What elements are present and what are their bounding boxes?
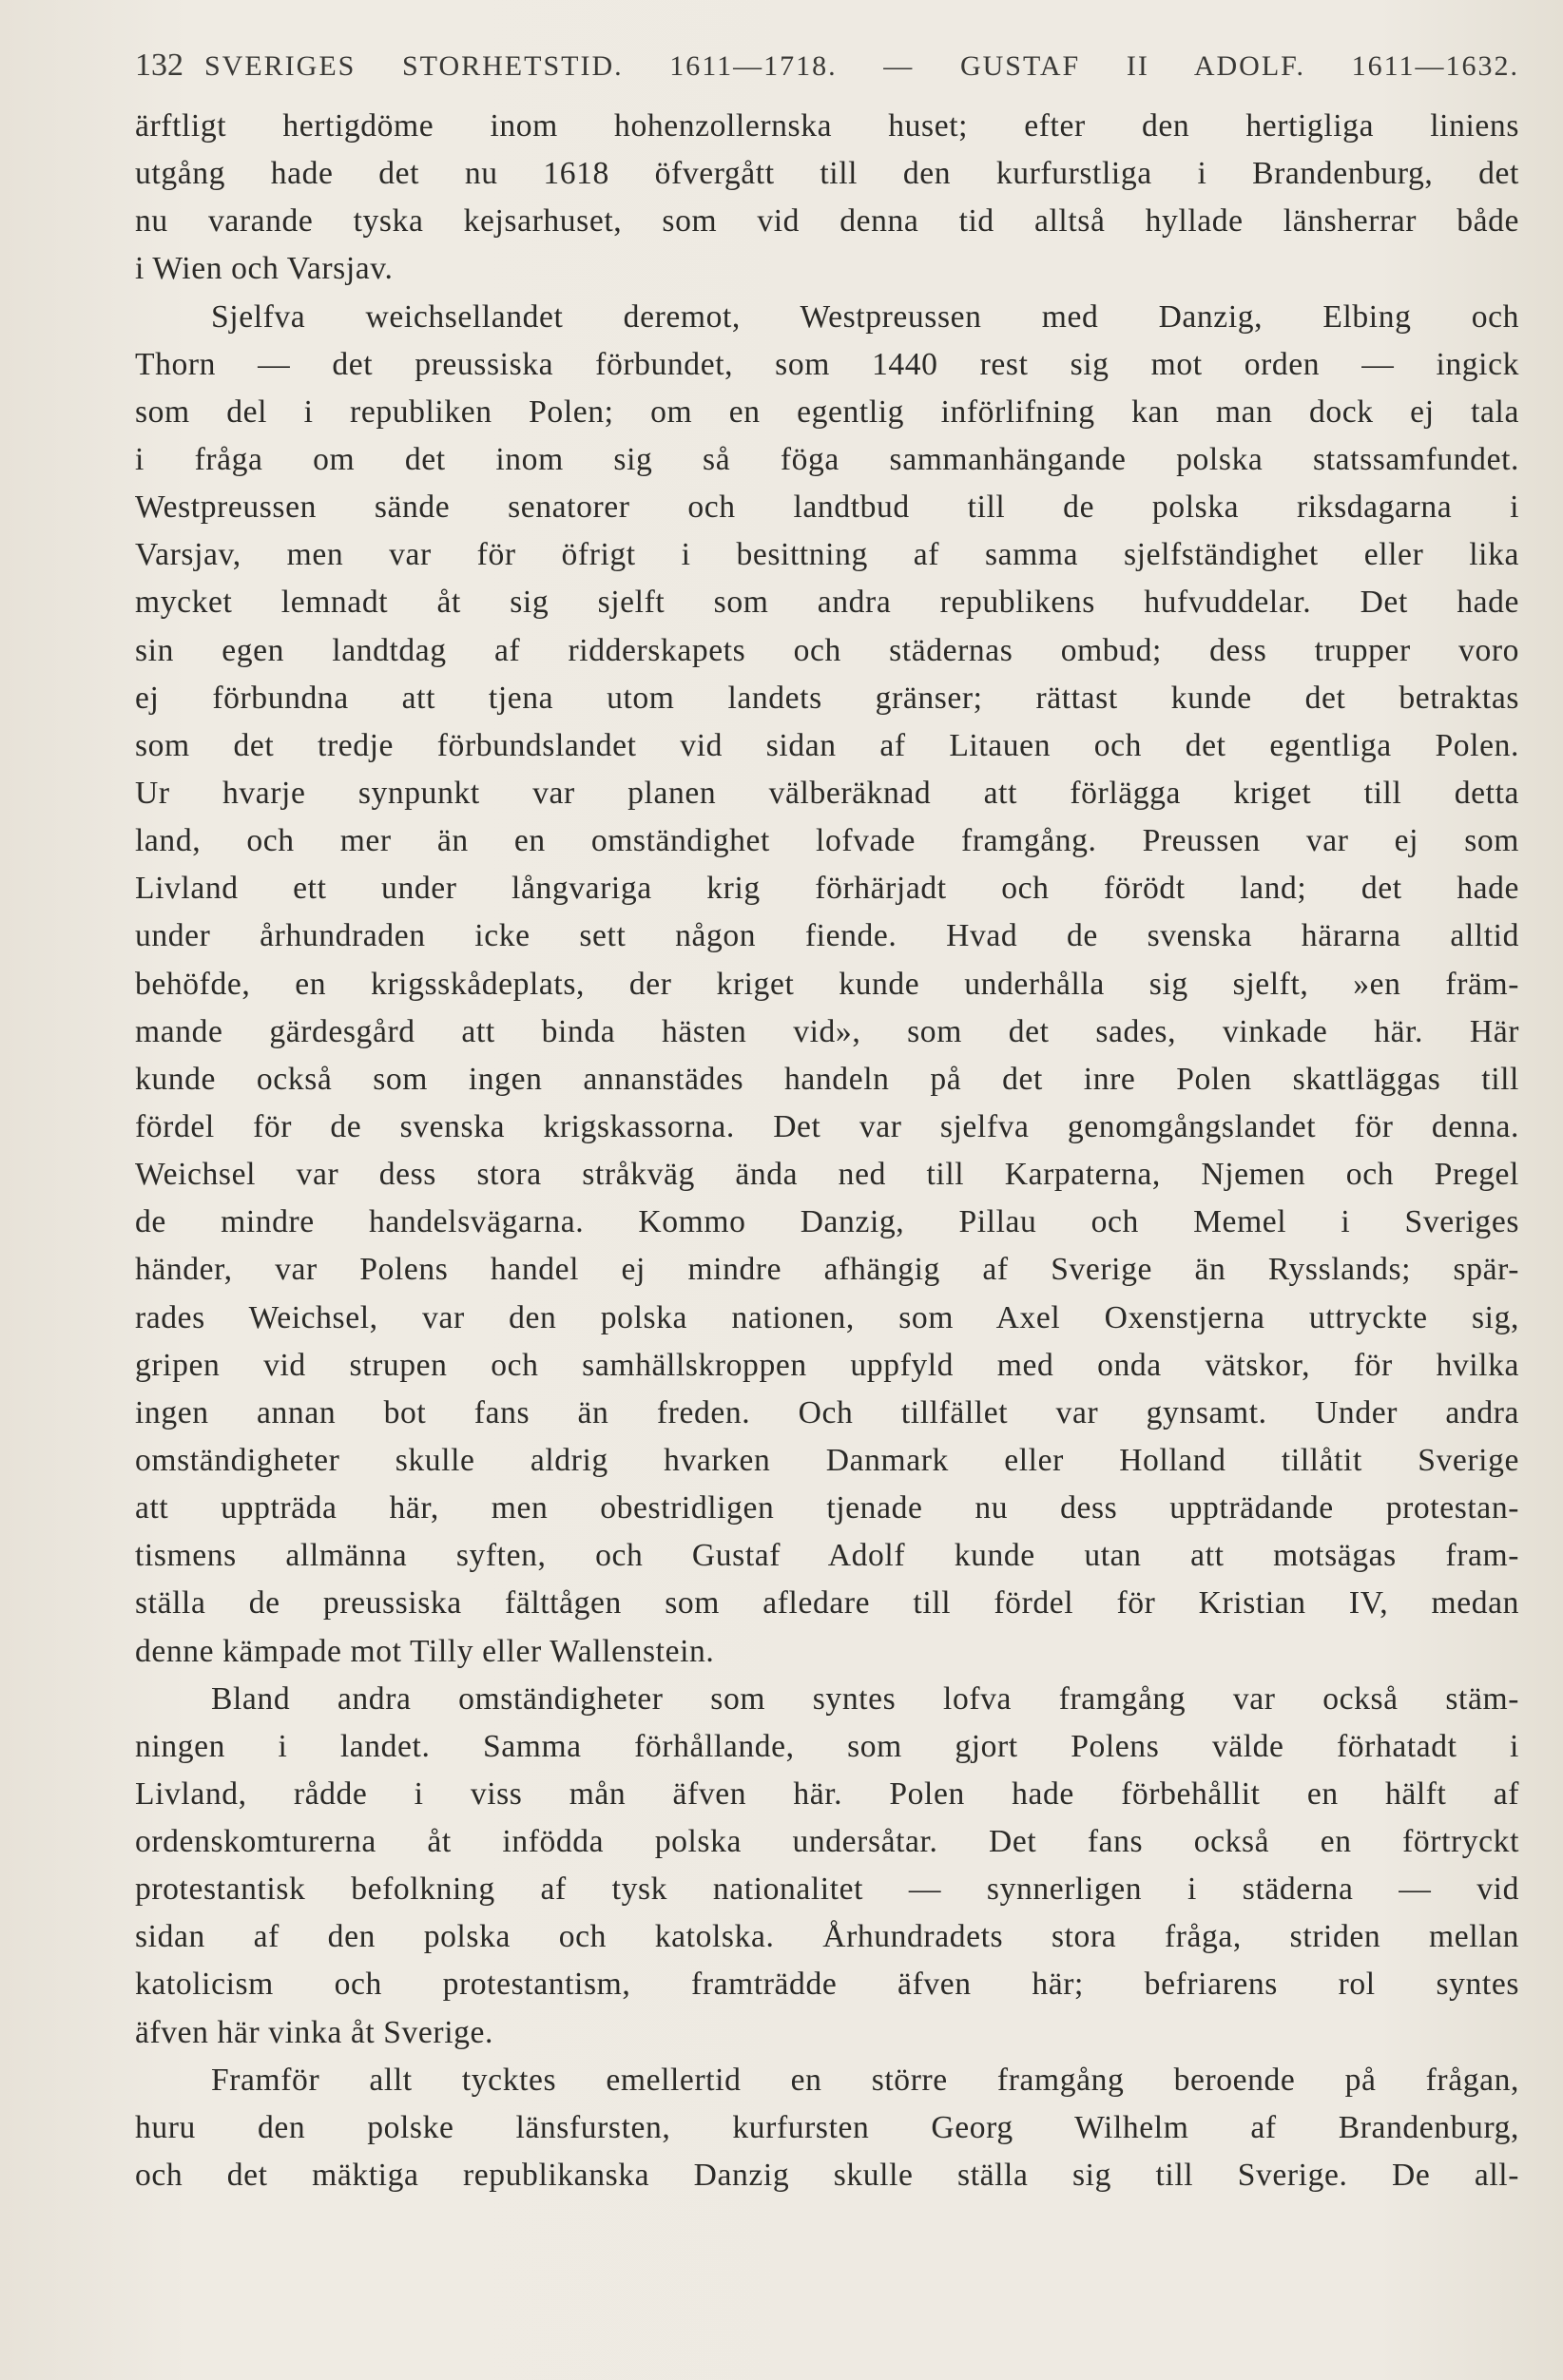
text-line: protestantisk befolkning af tysk nationalitet — synnerligen i städerna — vid [135, 1871, 1519, 1908]
text-line: fördel för de svenska krigskassorna. Det var sjelfva genomgångslandet för denna. [135, 1108, 1519, 1144]
text-line: ställa de preussiska fälttågen som afledare till fördel för Kristian IV, medan [135, 1585, 1519, 1622]
text-line: ordenskomturerna åt infödda polska undersåtar. Det fans också en förtryckt [135, 1824, 1519, 1860]
text-line: ärftligt hertigdöme inom hohenzollernska huset; efter den hertigliga liniens [135, 108, 1519, 144]
text-line: Weichsel var dess stora stråkväg ända ned till Karpaterna, Njemen och Pregel [135, 1157, 1519, 1193]
text-line: Westpreussen sände senatorer och landtbud till de polska riksdagarna i [135, 489, 1519, 526]
text-line: Ur hvarje synpunkt var planen välberäknad att förlägga kriget till detta [135, 775, 1519, 811]
text-line: mande gärdesgård att binda hästen vid», som det sades, vinkade här. Här [135, 1013, 1519, 1049]
page-body [135, 103, 1519, 2199]
text-line: Livland, rådde i viss mån äfven här. Polen hade förbehållit en hälft af [135, 1775, 1519, 1812]
running-title: SVERIGES STORHETSTID. 1611—1718. — GUSTAF II ADOLF. 1611—1632. [204, 50, 1519, 82]
text-line: kunde också som ingen annanstädes handeln på det inre Polen skattläggas till [135, 1061, 1519, 1097]
text-line: omständigheter skulle aldrig hvarken Danmark eller Holland tillåtit Sverige [135, 1442, 1519, 1478]
text-line: under århundraden icke sett någon fiende. Hvad de svenska härarna alltid [135, 918, 1519, 954]
text-line: ej förbundna att tjena utom landets gränser; rättast kunde det betraktas [135, 680, 1519, 716]
text-line: Livland ett under långvariga krig förhärjadt och förödt land; det hade [135, 871, 1519, 907]
text-line: utgång hade det nu 1618 öfvergått till den kurfurstliga i Brandenburg, det [135, 156, 1519, 192]
text-line: behöfde, en krigsskådeplats, der kriget kunde underhålla sig sjelft, »en främ- [135, 966, 1519, 1002]
text-line: som det tredje förbundslandet vid sidan af Litauen och det egentliga Polen. [135, 727, 1519, 763]
text-line: Thorn — det preussiska förbundet, som 1440 rest sig mot orden — ingick [135, 346, 1519, 382]
text-line: i fråga om det inom sig så föga sammanhängande polska statssamfundet. [135, 441, 1519, 477]
text-line: Framför allt tycktes emellertid en större framgång beroende på frågan, [211, 2062, 1519, 2098]
text-line: Bland andra omständigheter som syntes lofva framgång var också stäm- [211, 1680, 1519, 1717]
text-line: Sjelfva weichsellandet deremot, Westpreussen med Danzig, Elbing och [211, 298, 1519, 335]
text-line: ningen i landet. Samma förhållande, som gjort Polens välde förhatadt i [135, 1728, 1519, 1764]
text-line: äfven här vinka åt Sverige. [135, 2014, 494, 2050]
running-header [135, 48, 1519, 84]
text-line: och det mäktiga republikanska Danzig skulle ställa sig till Sverige. De all- [135, 2158, 1519, 2194]
text-line: ingen annan bot fans än freden. Och tillfället var gynsamt. Under andra [135, 1394, 1519, 1430]
text-line: gripen vid strupen och samhällskroppen uppfyld med onda vätskor, för hvilka [135, 1347, 1519, 1383]
text-line: rades Weichsel, var den polska nationen, som Axel Oxenstjerna uttryckte sig, [135, 1299, 1519, 1335]
text-line: mycket lemnadt åt sig sjelft som andra republikens hufvuddelar. Det hade [135, 585, 1519, 621]
text-line: att uppträda här, men obestridligen tjenade nu dess uppträdande protestan- [135, 1490, 1519, 1526]
page-number: 132 [135, 48, 183, 83]
text-line: i Wien och Varsjav. [135, 251, 394, 287]
text-line: denne kämpade mot Tilly eller Wallenstein. [135, 1633, 715, 1669]
text-line: katolicism och protestantism, framträdde äfven här; befriarens rol syntes [135, 1967, 1519, 2003]
text-line: som del i republiken Polen; om en egentlig införlifning kan man dock ej tala [135, 393, 1519, 430]
text-line: nu varande tyska kejsarhuset, som vid denna tid alltså hyllade länsherrar både [135, 203, 1519, 240]
text-line: land, och mer än en omständighet lofvade framgång. Preussen var ej som [135, 823, 1519, 859]
text-line: Varsjav, men var för öfrigt i besittning af samma sjelfständighet eller lika [135, 537, 1519, 573]
text-line: huru den polske länsfursten, kurfursten Georg Wilhelm af Brandenburg, [135, 2109, 1519, 2145]
text-line: sidan af den polska och katolska. Århundradets stora fråga, striden mellan [135, 1919, 1519, 1955]
text-line: tismens allmänna syften, och Gustaf Adolf kunde utan att motsägas fram- [135, 1538, 1519, 1574]
text-line: händer, var Polens handel ej mindre afhängig af Sverige än Rysslands; spär- [135, 1252, 1519, 1288]
text-line: de mindre handelsvägarna. Kommo Danzig, Pillau och Memel i Sveriges [135, 1204, 1519, 1240]
text-line: sin egen landtdag af ridderskapets och städernas ombud; dess trupper voro [135, 632, 1519, 668]
